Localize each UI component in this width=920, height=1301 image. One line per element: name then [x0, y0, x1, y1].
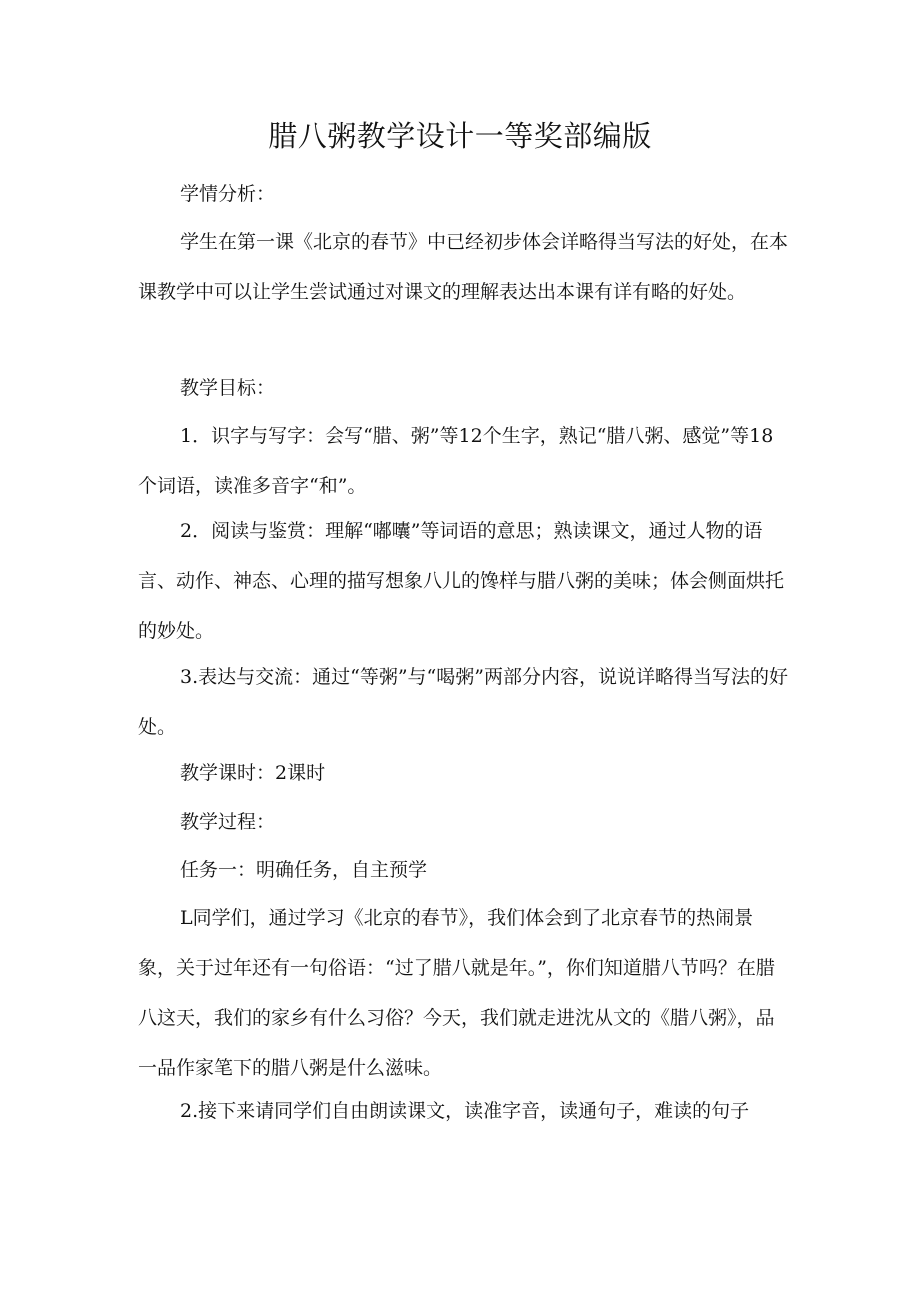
paragraph-learning-analysis: 学生在第一课《北京的春节》中已经初步体会详略得当写法的好处，在本课教学中可以让学生尝试通过对课文的理解表达出本课有详有略的好处。 [138, 231, 789, 303]
process-step-1: L同学们，通过学习《北京的春节》，我们体会到了北京春节的热闹景象，关于过年还有一句俗语：“过了腊八就是年。”，你们知道腊八节吗？在腊八这天，我们的家乡有什么习俗？今天，我们就走进沈从文的《腊八粥》，品一品作家笔下的腊八粥是什么滋味。 [138, 907, 775, 1079]
goal-item-3: 3.表达与交流：通过“等粥”与“喝粥”两部分内容，说说详略得当写法的好处。 [138, 666, 788, 738]
document-title: 腊八粥教学设计一等奖部编版 [268, 119, 652, 153]
goal-item-2: 2．阅读与鉴赏：理解“嘟囔”等词语的意思；熟读课文，通过人物的语言、动作、神态、心理的描写想象八儿的馋样与腊八粥的美味；体会侧面烘托的妙处。 [138, 520, 785, 642]
lesson-hours: 教学课时：2课时 [180, 762, 326, 784]
process-step-2: 2.接下来请同学们自由朗读课文，读准字音，读通句子，难读的句子 [180, 1100, 750, 1122]
heading-teaching-goals: 教学目标： [180, 377, 276, 399]
heading-teaching-process: 教学过程： [180, 811, 276, 833]
task-one-heading: 任务一：明确任务，自主预学 [180, 859, 428, 881]
heading-learning-analysis: 学情分析： [180, 183, 276, 205]
goal-item-1: 1．识字与写字：会写“腊、粥”等12个生字，熟记“腊八粥、感觉”等18个词语，读准多音字“和”。 [138, 425, 774, 497]
